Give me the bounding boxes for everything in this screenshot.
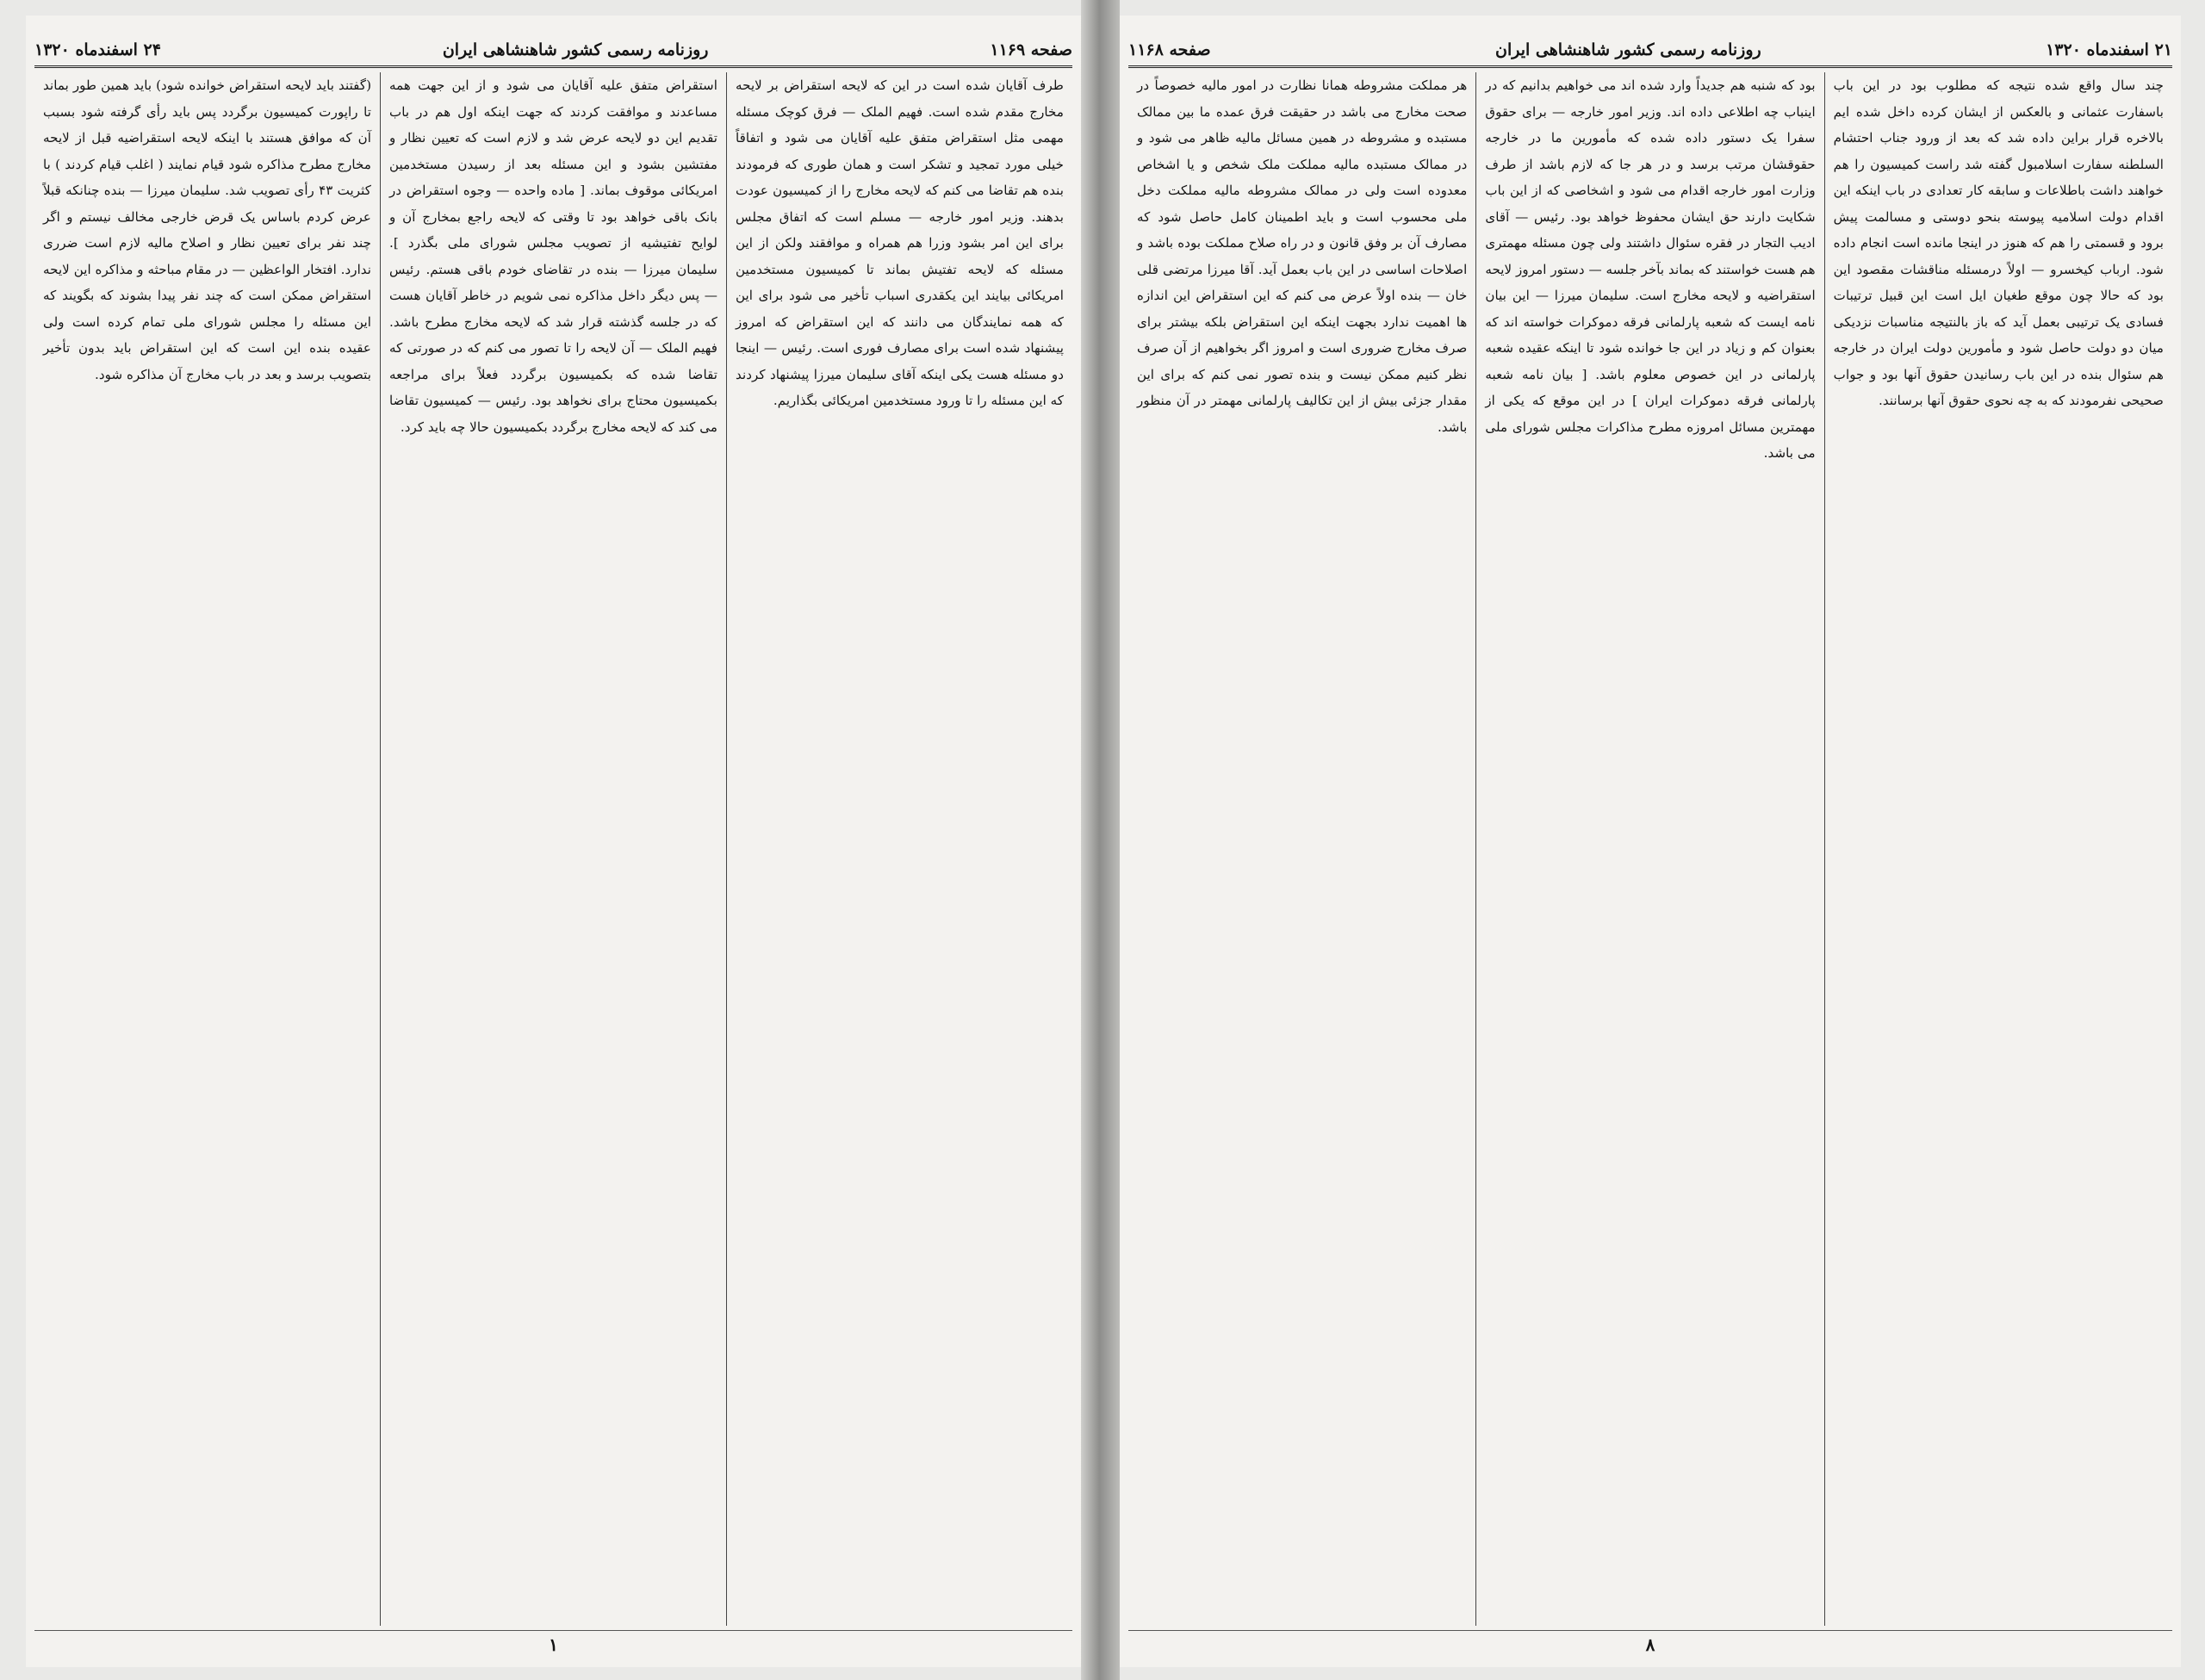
left-footer-page-number: ۱	[549, 1634, 558, 1655]
left-page-header	[34, 34, 1072, 68]
left-page-date: ۲۴ اسفندماه ۱۳۲۰	[34, 40, 161, 59]
right-page-date: ۲۱ اسفندماه ۱۳۲۰	[2046, 40, 2172, 59]
column-text: (گفتند باید لایحه استقراض خوانده شود) باید همین طور بماند تا راپورت کمیسیون برگردد پس باید رأی گرفته شود بسبب آن که موافق هستند با اینکه لایحه استقراضیه قبل از لایحه مخارج مطرح مذاکره شود قیام نمایند ( اغلب قیام کردند ) با کثریت ۴۳ رأی تصویب شد. سلیمان میرزا — بنده چنانکه قبلاً عرض کردم باساس یک قرض خارجی مخالف نیستم و اگر چند نفر برای تعیین نظار و اصلاح مالیه لازم است ضرری ندارد. افتخار الواعظین — در مقام مباحثه و مذاکره این لایحه استقراض ممکن است که چند نفر پیدا بشوند که بگویند که این مسئله را مجلس شورای ملی تمام کرده است ولی عقیده بنده این است که این استقراض باید بدون تأخیر بتصویب برسد و بعد در باب مخارج آن مذاکره شود.	[43, 77, 371, 382]
right-column-1	[1824, 72, 2172, 1626]
right-page-columns	[1128, 72, 2172, 1626]
right-newspaper-title: روزنامه رسمی کشور شاهنشاهی ایران	[1495, 40, 1761, 59]
column-text: چند سال واقع شده نتیجه که مطلوب بود در این باب باسفارت عثمانی و بالعکس از ایشان کرده داخل شده ایم بالاخره قرار براین داده شد که بعد از ورود جناب احتشام السلطنه سفارت اسلامبول گفته شد راست کمیسیون را هم خواهند داشت باطلاعات و سابقه کار تعدادی در باب اینکه این اقدام دولت اسلامیه پیوسته بنحو دوستی و مسالمت پیش برود و قسمتی را هم که هنوز در اینجا مانده است انجام داده شود. ارباب کیخسرو — اولاً درمسئله مناقشات مقصود این بود که حالا چون موقع طغیان ایل است این قبیل ترتیبات فسادی یک ترتیبی بعمل آید که باز بالنتیجه مناسبات نزدیکی میان دو دولت حاصل شود و مأمورین دولت ایران در خارجه هم سئوال بنده در این باب رسانیدن حقوق آنها بود و جواب صحیحی نفرمودند که به چه نحوی حقوق آنها برسانند.	[1833, 77, 2164, 408]
right-footer-page-number: ۸	[1645, 1634, 1655, 1655]
left-page	[26, 15, 1081, 1667]
footer-rule	[1128, 1630, 2172, 1631]
right-page	[1120, 15, 2181, 1667]
footer-rule	[34, 1630, 1072, 1631]
book-gutter	[1081, 0, 1120, 1680]
column-text: طرف آقایان شده است در این که لایحه استقراض بر لایحه مخارج مقدم شده است. فهیم الملک — فرق کوچک مسئله مهمی مثل استقراض متفق علیه آقایان می شود و اتفاقاً خیلی مورد تمجید و تشکر است و همان طوری که فرمودند بنده هم تقاضا می کنم که لایحه مخارج را از کمیسیون عودت بدهند. وزیر امور خارجه — مسلم است که اتفاق مجلس برای این امر بشود وزرا هم همراه و موافقند ولکن از این مسئله که لایحه تفتیش بماند تا کمیسیون مستخدمین امریکائی بیایند این یکقدری اسباب تأخیر می شود برای این که همه نمایندگان می دانند که این استقراض که امروز پیشنهاد شده است برای مصارف فوری است. رئیس — اینجا دو مسئله هست یکی اینکه آقای سلیمان میرزا پیشنهاد کردند که این مسئله را تا ورود مستخدمین امریکائی بگذاریم.	[736, 77, 1064, 408]
left-column-1	[726, 72, 1072, 1626]
right-column-2	[1475, 72, 1823, 1626]
column-text: بود که شنبه هم جدیداً وارد شده اند می خواهیم بدانیم که در اینباب چه اطلاعی داده اند. وزیر امور خارجه — برای حقوق سفرا یک دستور داده شده که مأمورین ما در خارجه حقوقشان مرتب برسد و در هر جا که لازم باشد از طرف وزارت امور خارجه اقدام می شود و اشخاصی که از این باب شکایت دارند حق ایشان محفوظ خواهد بود. رئیس — آقای ادیب التجار در فقره سئوال داشتند ولی چون مسئله مهمتری هم هست خواستند که بماند بآخر جلسه — دستور امروز لایحه استقراضیه و لایحه مخارج است. سلیمان میرزا — این بیان نامه ایست که شعبه پارلمانی فرقه دموکرات خواسته اند که بعنوان کم و زیاد در این جا خوانده شود تا اینکه عقیده شعبه پارلمانی در این خصوص معلوم باشد. [ بیان نامه شعبه پارلمانی فرقه دموکرات ایران ] در این موقع که یکی از مهمترین مسائل امروزه مطرح مذاکرات مجلس شورای ملی می باشد.	[1485, 77, 1816, 461]
left-newspaper-title: روزنامه رسمی کشور شاهنشاهی ایران	[442, 40, 709, 59]
left-column-3	[34, 72, 380, 1626]
right-page-header	[1128, 34, 2172, 68]
column-text: استقراض متفق علیه آقایان می شود و از این جهت همه مساعدند و موافقت کردند که جهت اینکه اول هم در باب تقدیم این دو لایحه عرض شد و لازم است که تعیین نظار و مفتشین بشود و این مسئله بعد از رسیدن مستخدمین امریکائی موقوف بماند. [ ماده واحده — وجوه استقراض در بانک باقی خواهد بود تا وقتی که لایحه راجع بمخارج آن و لوایح تفتیشیه از تصویب مجلس شورای ملی بگذرد ]. سلیمان میرزا — بنده در تقاضای خودم باقی هستم. رئیس — پس دیگر داخل مذاکره نمی شویم در خاطر آقایان هست که در جلسه گذشته قرار شد که لایحه مخارج مطرح باشد. فهیم الملک — آن لایحه را تا تصور می کنم که در صورتی که تقاضا شده که بکمیسیون برگردد فعلاً برای مراجعه بکمیسیون محتاج برای نخواهد بود. رئیس — کمیسیون تقاضا می کند که لایحه مخارج برگردد بکمیسیون حالا چه باید کرد.	[389, 77, 717, 435]
column-text: هر مملکت مشروطه همانا نظارت در امور مالیه خصوصاً در صحت مخارج می باشد در حقیقت فرق عمده ما بین ممالک مستبده و مشروطه در همین مسائل مالیه ظاهر می شود و در ممالک مستبده مالیه مملکت ملک شخص و یا اشخاص معدوده است ولی در ممالک مشروطه مالیه مملکت دخل ملی محسوب است و باید اطمینان کامل حاصل شود که مصارف آن بر وفق قانون و در راه صلاح مملکت بوده باشد و اصلاحات اساسی در این باب بعمل آید. آقا میرزا مرتضی قلی خان — بنده اولاً عرض می کنم که این استقراض این اندازه ها اهمیت ندارد بجهت اینکه این استقراض بلکه بیشتر برای صرف مخارج ضروری است و امروز اگر بخواهیم از آن صرف نظر کنیم ممکن نیست و بنده تصور نمی کنم که برای این مقدار جزئی بیش از این تکالیف پارلمانی مهمتر در آن منظور باشد.	[1137, 77, 1468, 435]
right-page-label: صفحه ۱۱۶۸	[1128, 40, 1211, 59]
left-column-2	[380, 72, 726, 1626]
left-page-columns	[34, 72, 1072, 1626]
right-column-3	[1128, 72, 1475, 1626]
left-page-label: صفحه ۱۱۶۹	[990, 40, 1072, 59]
